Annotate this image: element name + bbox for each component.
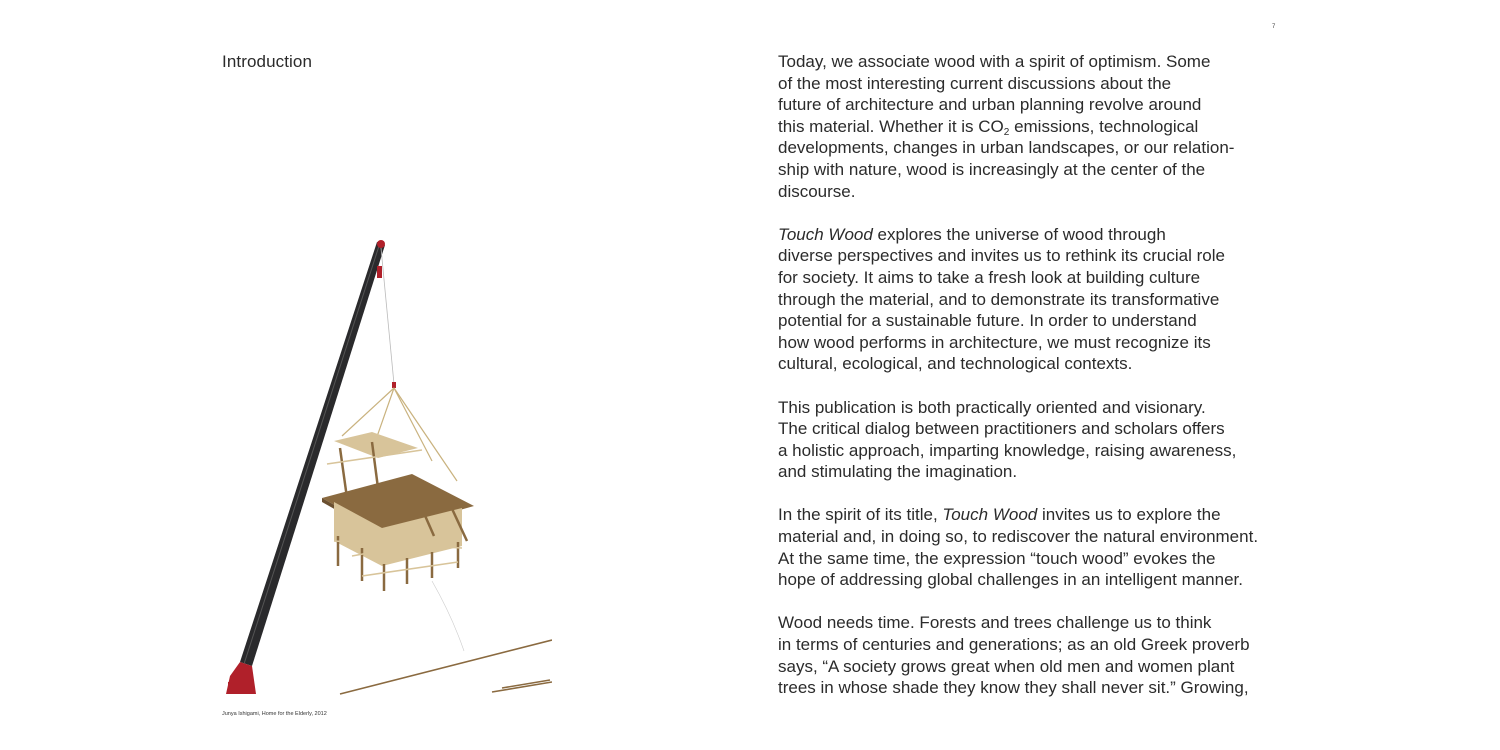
structure-roof-top — [334, 432, 418, 458]
text-line — [778, 353, 1288, 375]
text-line — [778, 677, 1288, 699]
text-run: trees in whose shade they know they shall never sit.” Growing, — [778, 678, 1249, 698]
body-paragraph — [778, 612, 1288, 698]
text-line — [778, 526, 1288, 548]
text-line — [778, 332, 1288, 354]
crane-base-band — [228, 682, 254, 694]
crane-boom-edge — [244, 246, 379, 664]
text-line — [778, 397, 1288, 419]
text-line — [778, 289, 1288, 311]
text-run: Today, we associate wood with a spirit of optimism. Some — [778, 52, 1211, 71]
text-line — [778, 504, 1288, 526]
text-run: hope of addressing global challenges in an intelligent manner. — [778, 570, 1243, 590]
text-line — [778, 418, 1288, 440]
text-run: The critical dialog between practitioners and scholars offers — [778, 419, 1225, 439]
text-run: At the same time, the expression “touch wood” evokes the — [778, 548, 1216, 568]
text-line — [778, 51, 1288, 73]
text-line — [778, 548, 1288, 570]
body-paragraph — [778, 504, 1288, 590]
text-run: ship with nature, wood is increasingly at the center of the — [778, 159, 1206, 179]
text-line — [778, 94, 1288, 116]
text-run: explores the universe of wood through — [872, 224, 1166, 244]
text-run: In the spirit of its title, — [778, 505, 943, 525]
crane-cable — [381, 248, 394, 384]
rigging-lines — [342, 388, 457, 481]
text-line — [778, 245, 1288, 267]
body-paragraph — [778, 224, 1288, 375]
text-run: a holistic approach, imparting knowledge, raising awareness, — [778, 440, 1237, 460]
italic-title: Touch Wood — [778, 224, 873, 244]
text-run: says, “A society grows great when old men and women plant — [778, 656, 1235, 676]
section-heading: Introduction — [222, 52, 313, 71]
crane-hook-top — [377, 266, 382, 278]
text-run: future of architecture and urban planning revolve around — [778, 95, 1202, 115]
crane-hook — [392, 382, 396, 388]
text-run: in terms of centuries and generations; as an old Greek proverb — [778, 635, 1250, 655]
text-run: This publication is both practically oriented and visionary. — [778, 397, 1206, 417]
text-run: material and, in doing so, to rediscover the natural environment. — [778, 527, 1259, 547]
text-line — [778, 634, 1288, 656]
text-line — [778, 461, 1288, 483]
text-line — [778, 612, 1288, 634]
crane-tip — [377, 240, 385, 248]
body-paragraph — [778, 397, 1288, 483]
text-run: invites us to explore the — [1037, 505, 1221, 525]
text-run: for society. It aims to take a fresh look at building culture — [778, 267, 1201, 287]
italic-title: Touch Wood — [942, 505, 1038, 525]
text-run: Wood needs time. Forests and trees challenge us to think — [778, 613, 1212, 633]
text-run: this material. Whether it is CO — [778, 116, 1004, 136]
dangling-rope — [432, 581, 464, 651]
crane-lifting-wooden-structure-photo — [222, 236, 552, 698]
text-line — [778, 116, 1288, 138]
text-run: diverse perspectives and invites us to rethink its crucial role — [778, 246, 1225, 266]
text-run: and stimulating the imagination. — [778, 462, 1018, 482]
text-line — [778, 224, 1288, 246]
text-run: developments, changes in urban landscapes, or our relation- — [778, 138, 1235, 158]
text-line — [778, 656, 1288, 678]
text-run: potential for a sustainable future. In order to understand — [778, 311, 1197, 331]
figure-caption: Junya Ishigami, Home for the Elderly, 2012 — [222, 711, 327, 717]
text-run: how wood performs in architecture, we must recognize its — [778, 332, 1211, 352]
subscript: 2 — [1003, 126, 1010, 138]
crane-boom — [226, 240, 385, 694]
text-line — [778, 181, 1288, 203]
body-text — [778, 51, 1288, 720]
text-line — [778, 159, 1288, 181]
text-run: discourse. — [778, 181, 856, 201]
ground-lines — [340, 640, 552, 694]
body-paragraph — [778, 51, 1288, 202]
text-run: of the most interesting current discussions about the — [778, 73, 1172, 93]
text-line — [778, 267, 1288, 289]
wooden-structure — [322, 432, 474, 591]
text-run: through the material, and to demonstrate its transformative — [778, 289, 1220, 309]
page-number: 7 — [1272, 24, 1276, 30]
text-run: cultural, ecological, and technological contexts. — [778, 354, 1133, 374]
crane-boom-body — [240, 242, 385, 666]
text-run: emissions, technological — [1009, 116, 1199, 136]
text-line — [778, 73, 1288, 95]
text-line — [778, 137, 1288, 159]
text-line — [778, 310, 1288, 332]
text-line — [778, 440, 1288, 462]
text-line — [778, 569, 1288, 591]
